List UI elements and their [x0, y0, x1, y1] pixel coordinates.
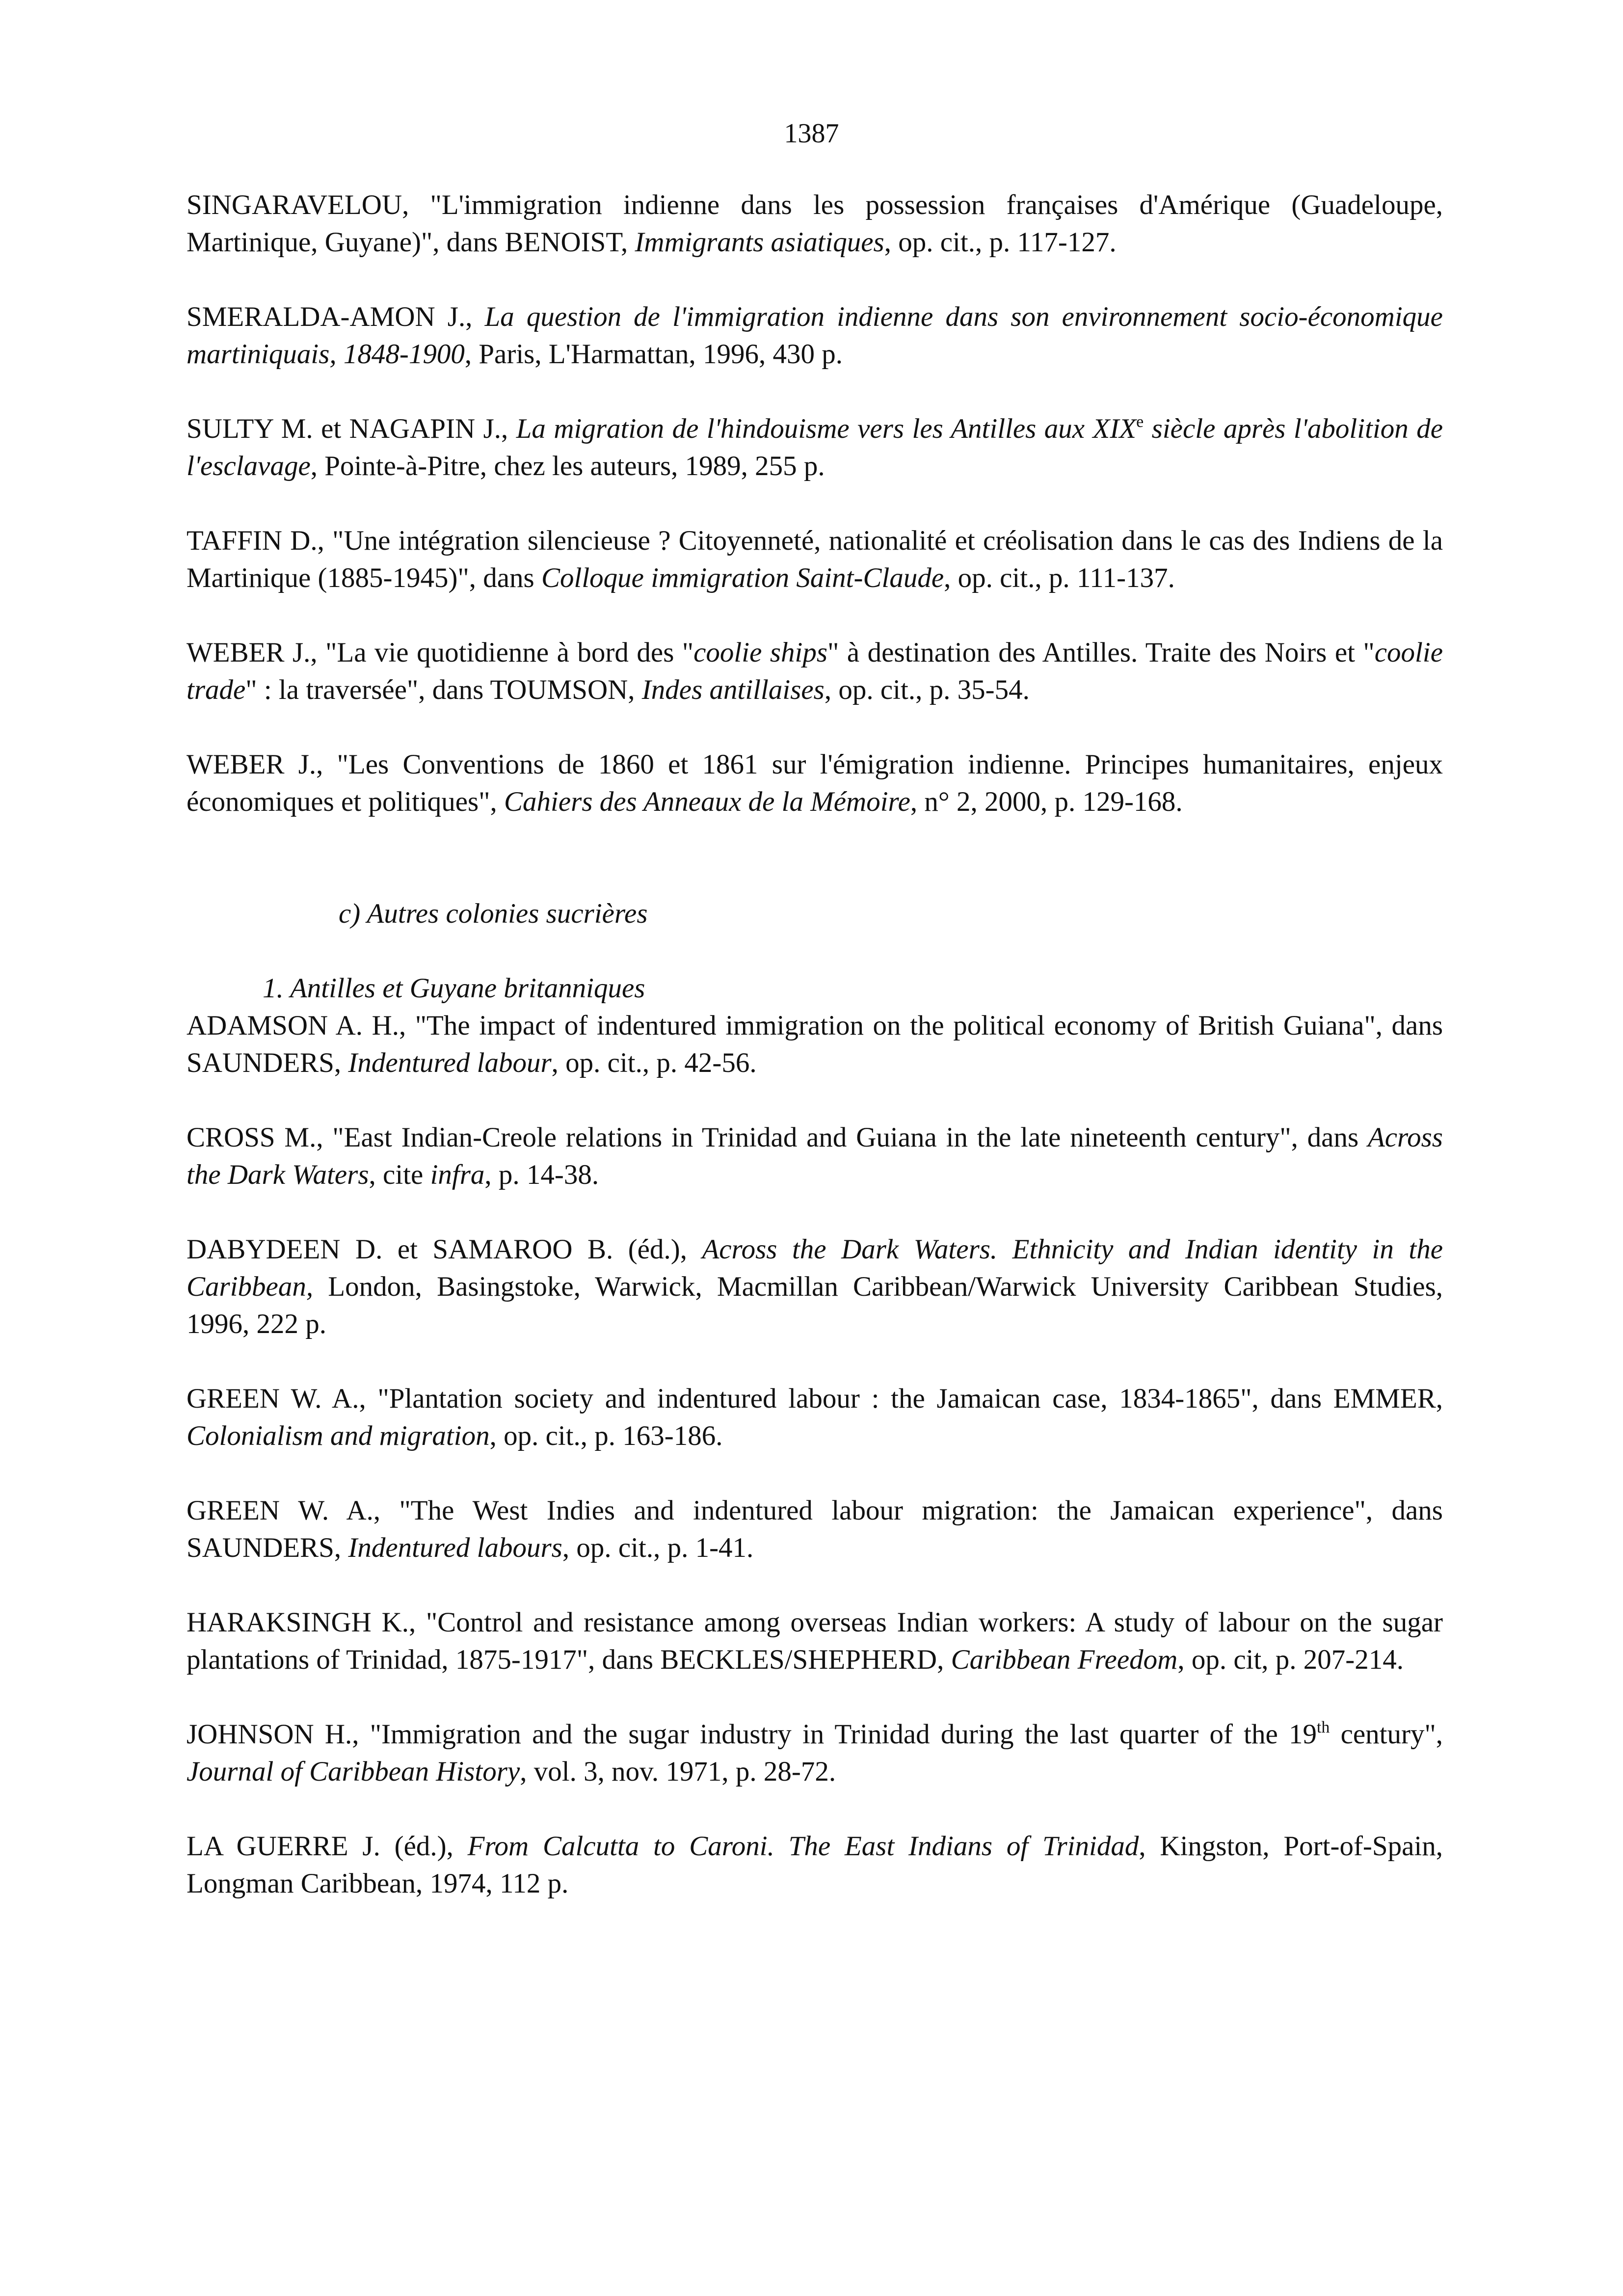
entry-text: , Paris, L'Harmattan, 1996, 430 p. [464, 339, 843, 370]
bibliography-entry [186, 1007, 1443, 1082]
entry-text: , op. cit., p. 1-41. [562, 1532, 754, 1563]
entry-text: HARAKSINGH K., "Control and resistance among overseas Indian workers: A study of labour on the sugar plantations of Trinidad, 1875-1917", dans BECKLES/SHEPHERD, [186, 1607, 1443, 1675]
entry-text: LA GUERRE J. (éd.), [186, 1831, 468, 1862]
italic-title: Cahiers des Anneaux de la Mémoire [504, 786, 910, 817]
bibliography-entry [186, 1119, 1443, 1194]
entry-text: WEBER J., "Les Conventions de 1860 et 1861 sur l'émigration indienne. Principes humanitaires, enjeux économiques et politiques", [186, 749, 1443, 817]
entry-text: TAFFIN D., "Une intégration silencieuse ? Citoyenneté, nationalité et créolisation dans le cas des Indiens de la Martinique (1885-1945)", dans [186, 525, 1443, 593]
entry-text: GREEN W. A., "Plantation society and indentured labour : the Jamaican case, 1834-1865", dans EMMER, [186, 1383, 1443, 1414]
entry-text: , op. cit., p. 42-56. [551, 1047, 757, 1078]
italic-title: From Calcutta to Caroni. The East Indians of Trinidad [467, 1831, 1139, 1862]
entry-text: DABYDEEN D. et SAMAROO B. (éd.), [186, 1234, 702, 1265]
italic-title: Colloque immigration Saint-Claude [541, 562, 944, 593]
entry-text: SULTY M. et NAGAPIN J., [186, 413, 516, 444]
entry-text: , cite [369, 1159, 430, 1190]
italic-title: Immigrants asiatiques [635, 227, 884, 258]
italic-title: Indes antillaises [641, 674, 825, 705]
bibliography-entry [186, 187, 1443, 261]
bibliography-entry [186, 746, 1443, 821]
bibliography-entry [186, 1828, 1443, 1902]
italic-title: Indentured labours [348, 1532, 562, 1563]
italic-title: Across the Dark Waters [186, 1122, 1443, 1190]
bibliography-list-british-antilles [186, 1007, 1443, 1902]
bibliography-entry [186, 1492, 1443, 1567]
entry-text: " : la traversée", dans TOUMSON, [245, 674, 642, 705]
entry-text: JOHNSON H., "Immigration and the sugar industry in Trinidad during the last quarter of the 19 [186, 1719, 1317, 1750]
page-number: 1387 [784, 118, 839, 149]
entry-text: GREEN W. A., "The West Indies and indentured labour migration: the Jamaican experience", dans SAUNDERS, [186, 1495, 1443, 1563]
entry-text: , Kingston, Port-of-Spain, Longman Caribbean, 1974, 112 p. [186, 1831, 1443, 1899]
italic-title: infra [430, 1159, 485, 1190]
entry-text: " à destination des Antilles. Traite des Noirs et " [827, 637, 1375, 668]
superscript: e [1136, 413, 1144, 431]
entry-text: , op. cit., p. 35-54. [824, 674, 1030, 705]
italic-title: La question de l'immigration indienne dans son environnement socio-économique martiniquais, 1848-1900 [186, 301, 1443, 370]
entry-text: , op. cit., p. 163-186. [489, 1420, 723, 1451]
italic-title: Colonialism and migration [186, 1420, 490, 1451]
italic-title: coolie trade [186, 637, 1443, 705]
italic-title: Indentured labour [348, 1047, 552, 1078]
italic-title: siècle après l'abolition de l'esclavage [186, 413, 1443, 481]
italic-title: coolie ships [693, 637, 828, 668]
bibliography-entry [186, 410, 1443, 485]
bibliography-entry [186, 298, 1443, 373]
bibliography-entry [186, 1380, 1443, 1455]
entry-text: , op. cit., p. 117-127. [884, 227, 1117, 258]
entry-text: SMERALDA-AMON J., [186, 301, 485, 332]
bibliography-entry [186, 1716, 1443, 1790]
bibliography-body [186, 187, 1443, 1940]
entry-text: SINGARAVELOU, "L'immigration indienne dans les possession françaises d'Amérique (Guadeloupe, Martinique, Guyane)", dans BENOIST, [186, 189, 1443, 258]
italic-title: Caribbean Freedom [951, 1644, 1178, 1675]
superscript: th [1316, 1718, 1330, 1736]
entry-text: , op. cit., p. 111-137. [944, 562, 1175, 593]
bibliography-entry [186, 1231, 1443, 1343]
entry-text: CROSS M., "East Indian-Creole relations in Trinidad and Guiana in the late nineteenth century", dans [186, 1122, 1368, 1153]
italic-title: Journal of Caribbean History [186, 1756, 520, 1787]
bibliography-list-french-antilles [186, 187, 1443, 821]
subsection-heading: 1. Antilles et Guyane britanniques [263, 973, 645, 1004]
italic-title: La migration de l'hindouisme vers les Antilles aux XIX [516, 413, 1137, 444]
entry-text: , vol. 3, nov. 1971, p. 28-72. [520, 1756, 836, 1787]
section-heading: c) Autres colonies sucrières [339, 898, 648, 929]
entry-text: London, Basingstoke, Warwick, Macmillan Caribbean/Warwick University Caribbean Studies, 1996, 222 p. [186, 1271, 1443, 1339]
entry-text: WEBER J., "La vie quotidienne à bord des " [186, 637, 694, 668]
entry-text: , op. cit, p. 207-214. [1177, 1644, 1404, 1675]
entry-text: century", [1330, 1719, 1443, 1750]
entry-text: , Pointe-à-Pitre, chez les auteurs, 1989, 255 p. [310, 451, 825, 481]
bibliography-entry [186, 522, 1443, 597]
italic-title: Across the Dark Waters. Ethnicity and Indian identity in the Caribbean, [186, 1234, 1443, 1302]
bibliography-entry [186, 1604, 1443, 1679]
entry-text: , p. 14-38. [484, 1159, 599, 1190]
entry-text: ADAMSON A. H., "The impact of indentured immigration on the political economy of British Guiana", dans SAUNDERS, [186, 1010, 1443, 1078]
bibliography-entry [186, 634, 1443, 709]
entry-text: , n° 2, 2000, p. 129-168. [910, 786, 1183, 817]
